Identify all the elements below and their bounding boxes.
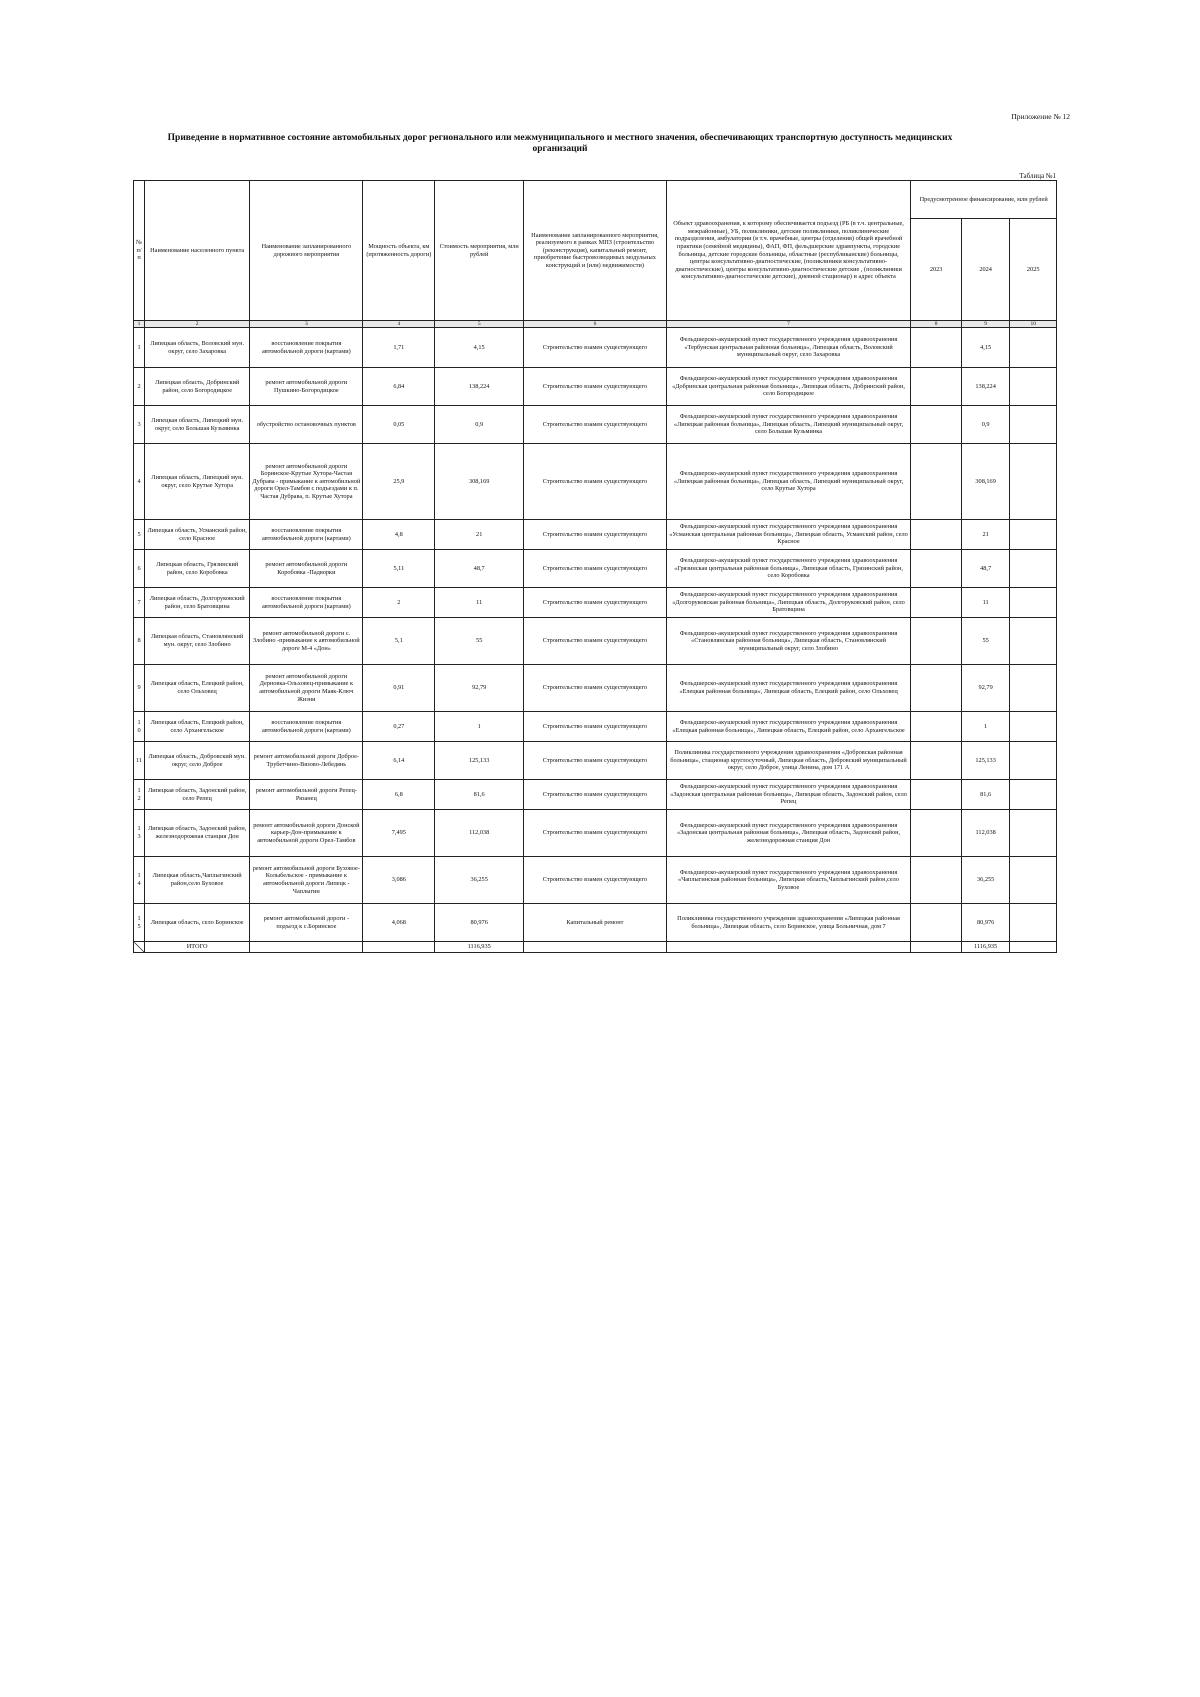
row-measure: ремонт автомобильной дороги Репец-Рязанец	[250, 780, 363, 810]
row-capacity: 5,1	[363, 618, 435, 665]
row-object: Фельдшерско-акушерский пункт государственного учреждения здравоохранения «Задонская центральная районная больница», Липецкая область, Задонский район, железнодорожная станция Дон	[666, 810, 911, 857]
row-2024: 138,224	[961, 368, 1010, 406]
row-object: Фельдшерско-акушерский пункт государственного учреждения здравоохранения «Долгоруковская районная больница», Липецкая область, Долгоруковский район, село Братовщина	[666, 588, 911, 618]
table-row	[134, 588, 1057, 618]
table-row	[134, 742, 1057, 780]
header-capacity: Мощность объекта, км (протяженность дороги)	[363, 181, 435, 321]
row-settlement: Липецкая область,Чаплыгинский район,село Буховое	[145, 857, 250, 904]
row-2025	[1010, 406, 1057, 444]
table-label: Таблица №1	[1019, 172, 1056, 180]
row-2025	[1010, 368, 1057, 406]
header-year-2024: 2024	[961, 219, 1010, 321]
total-label: ИТОГО	[145, 942, 250, 953]
row-capacity: 0,05	[363, 406, 435, 444]
row-cost: 138,224	[435, 368, 524, 406]
row-object: Фельдшерско-акушерский пункт государственного учреждения здравоохранения «Усманская центральная районная больница», Липецкая область, Усманский район, село Красное	[666, 520, 911, 550]
table-row	[134, 444, 1057, 520]
row-settlement: Липецкая область, Усманский район, село Красное	[145, 520, 250, 550]
appendix-label: Приложение № 12	[1011, 112, 1070, 121]
row-capacity: 2	[363, 588, 435, 618]
row-cost: 81,6	[435, 780, 524, 810]
row-object: Фельдшерско-акушерский пункт государственного учреждения здравоохранения «Задонская центральная районная больница», Липецкая область, Задонский район, село Репец	[666, 780, 911, 810]
row-2024: 48,7	[961, 550, 1010, 588]
row-capacity: 6,14	[363, 742, 435, 780]
row-mcz: Строительство взамен существующего	[524, 665, 667, 712]
row-2023	[911, 444, 962, 520]
total-empty-2023	[911, 942, 962, 953]
row-cost: 0,9	[435, 406, 524, 444]
row-mcz: Строительство взамен существующего	[524, 368, 667, 406]
table-row	[134, 328, 1057, 368]
row-object: Фельдшерско-акушерский пункт государственного учреждения здравоохранения «Липецкая районная больница», Липецкая область, Липецкий муниципальный округ, село Крутые Хутора	[666, 444, 911, 520]
row-number: 11	[134, 742, 145, 780]
table-row	[134, 810, 1057, 857]
row-capacity: 4,068	[363, 904, 435, 942]
row-measure: восстановление покрытия автомобильной дороги (картами)	[250, 328, 363, 368]
row-2025	[1010, 520, 1057, 550]
row-number: 15	[134, 904, 145, 942]
row-capacity: 25,9	[363, 444, 435, 520]
row-number: 4	[134, 444, 145, 520]
table-row	[134, 368, 1057, 406]
total-diagonal	[134, 942, 145, 953]
row-2025	[1010, 665, 1057, 712]
row-cost: 55	[435, 618, 524, 665]
row-2023	[911, 904, 962, 942]
row-settlement: Липецкая область, Задонский район, железнодорожная станция Дон	[145, 810, 250, 857]
header-mcz: Наименование запланированного мероприятия, реализуемого в рамках МПЗ (строительство (реконструкция), капитальный ремонт, приобретение быстровозводимых модульных конструкций и (или) недвижимости)	[524, 181, 667, 321]
row-object: Поликлиника государственного учреждения здравоохранения «Добровская районная больница», стационар круглосуточный, Липецкая область, Добровский муниципальный округ, село Доброе, улица Ленина, дом 171 А	[666, 742, 911, 780]
row-settlement: Липецкая область, Добринский район, село Богородицкое	[145, 368, 250, 406]
row-measure: ремонт автомобильной дороги Дерновка-Ольховец-примыкание к автомобильной дороги Маяк-Ключ Жизни	[250, 665, 363, 712]
row-settlement: Липецкая область, Липецкий мун. округ, село Крутые Хутора	[145, 444, 250, 520]
row-settlement: Липецкая область, Долгоруковский район, село Братовщина	[145, 588, 250, 618]
row-2023	[911, 780, 962, 810]
row-2023	[911, 712, 962, 742]
row-2023	[911, 520, 962, 550]
table-row	[134, 406, 1057, 444]
row-2024: 0,9	[961, 406, 1010, 444]
row-2025	[1010, 810, 1057, 857]
row-mcz: Строительство взамен существующего	[524, 742, 667, 780]
header-object: Объект здравоохранения, к которому обеспечивается подъезд (РБ (в т.ч. центральные, межрайонные), УБ, поликлиники, детские поликлиники, поликлинические подразделения, амбулатории (в т.ч. врачебные, центры (отделения) общей врачебной практики (семейной медицины), ФАП, ФП, фельдшерские здравпункты, городские больницы, детские городские больницы, областные (республиканские) больницы, центры консультативно-диагностические, (поликлиники консультативно-диагностические), центры консультативно-диагностические детские , (поликлиники консультативно-диагностические детские), дневной стационар) и адрес объекта	[666, 181, 911, 321]
row-capacity: 6,8	[363, 780, 435, 810]
row-number: 6	[134, 550, 145, 588]
total-row	[134, 942, 1057, 953]
row-mcz: Строительство взамен существующего	[524, 328, 667, 368]
row-object: Фельдшерско-акушерский пункт государственного учреждения здравоохранения «Добринская центральная районная больница», Липецкая область, Добринский район, село Богородицкое	[666, 368, 911, 406]
row-number: 14	[134, 857, 145, 904]
row-number: 2	[134, 368, 145, 406]
row-capacity: 0,27	[363, 712, 435, 742]
row-cost: 308,169	[435, 444, 524, 520]
row-2024: 80,976	[961, 904, 1010, 942]
column-number-cell: 5	[435, 321, 524, 328]
row-object: Фельдшерско-акушерский пункт государственного учреждения здравоохранения «Тербунская центральная районная больница», Липецкая область, Воловский муниципальный округ, село Захаровка	[666, 328, 911, 368]
row-object: Фельдшерско-акушерский пункт государственного учреждения здравоохранения «Липецкая районная больница», Липецкая область, Липецкий муниципальный округ, село Большая Кузьминка	[666, 406, 911, 444]
row-measure: ремонт автомобильной дороги Пушкино-Богородицкое	[250, 368, 363, 406]
row-capacity: 5,11	[363, 550, 435, 588]
row-cost: 4,15	[435, 328, 524, 368]
row-measure: восстановление покрытия автомобильной дороги (картами)	[250, 588, 363, 618]
column-number-cell: 1	[134, 321, 145, 328]
column-numbers-row	[134, 321, 1057, 328]
column-number-cell: 7	[666, 321, 911, 328]
row-measure: восстановление покрытия автомобильной дороги (картами)	[250, 712, 363, 742]
row-settlement: Липецкая область, Липецкий мун. округ, село Большая Кузьминка	[145, 406, 250, 444]
row-cost: 125,133	[435, 742, 524, 780]
row-2023	[911, 857, 962, 904]
row-2024: 308,169	[961, 444, 1010, 520]
row-settlement: Липецкая область, село Боринское	[145, 904, 250, 942]
row-capacity: 7,495	[363, 810, 435, 857]
row-number: 7	[134, 588, 145, 618]
total-cost: 1116,935	[435, 942, 524, 953]
row-2023	[911, 328, 962, 368]
row-object: Фельдшерско-акушерский пункт государственного учреждения здравоохранения «Чаплыгинская районная больница», Липецкая область,Чаплыгинский район,село Буховое	[666, 857, 911, 904]
table-row	[134, 520, 1057, 550]
row-settlement: Липецкая область, Становлянский мун. округ, село Злобино	[145, 618, 250, 665]
row-2025	[1010, 588, 1057, 618]
row-2025	[1010, 550, 1057, 588]
header-settlement: Наименование населенного пункта	[145, 181, 250, 321]
row-2023	[911, 368, 962, 406]
table-row	[134, 780, 1057, 810]
row-2025	[1010, 857, 1057, 904]
row-2024: 112,038	[961, 810, 1010, 857]
row-2023	[911, 550, 962, 588]
header-year-2025: 2025	[1010, 219, 1057, 321]
total-empty-object	[666, 942, 911, 953]
row-measure: ремонт автомобильной дороги - подъезд к с.Боринское	[250, 904, 363, 942]
total-empty-capacity	[363, 942, 435, 953]
row-2024: 36,255	[961, 857, 1010, 904]
row-measure: ремонт автомобильной дороги Коробовка -Падворки	[250, 550, 363, 588]
row-2025	[1010, 328, 1057, 368]
row-mcz: Строительство взамен существующего	[524, 810, 667, 857]
total-empty-mcz	[524, 942, 667, 953]
row-settlement: Липецкая область, Елецкий район, село Архангельское	[145, 712, 250, 742]
row-object: Поликлиника государственного учреждения здравоохранения «Липецкая районная больница», Липецкая область, село Боринское, улица Больничная, дом 7	[666, 904, 911, 942]
row-number: 3	[134, 406, 145, 444]
column-number-cell: 4	[363, 321, 435, 328]
row-mcz: Строительство взамен существующего	[524, 550, 667, 588]
column-number-cell: 3	[250, 321, 363, 328]
row-2025	[1010, 742, 1057, 780]
total-2024: 1116,935	[961, 942, 1010, 953]
header-measure: Наименование запланированного дорожного мероприятия	[250, 181, 363, 321]
row-2025	[1010, 618, 1057, 665]
row-measure: ремонт автомобильной дороги Донской карьер-Дон-примыкание к автомобильной дороги Орел-Тамбов	[250, 810, 363, 857]
row-capacity: 4,8	[363, 520, 435, 550]
table-row	[134, 550, 1057, 588]
column-number-cell: 10	[1010, 321, 1057, 328]
header-financing: Предусмотренное финансирование, млн рублей	[911, 181, 1057, 219]
row-capacity: 3,086	[363, 857, 435, 904]
row-number: 5	[134, 520, 145, 550]
row-measure: ремонт автомобильной дороги Доброе-Трубетчино-Вязово-Лебедянь	[250, 742, 363, 780]
row-settlement: Липецкая область, Задонский район, село Репец	[145, 780, 250, 810]
row-settlement: Липецкая область, Добровский мун. округ, село Доброе	[145, 742, 250, 780]
row-2023	[911, 810, 962, 857]
row-measure: восстановление покрытия автомобильной дороги (картами)	[250, 520, 363, 550]
row-mcz: Строительство взамен существующего	[524, 857, 667, 904]
row-measure: обустройство остановочных пунктов	[250, 406, 363, 444]
row-cost: 80,976	[435, 904, 524, 942]
row-cost: 11	[435, 588, 524, 618]
row-mcz: Капитальный ремонт	[524, 904, 667, 942]
table-row	[134, 665, 1057, 712]
row-2024: 92,79	[961, 665, 1010, 712]
row-mcz: Строительство взамен существующего	[524, 588, 667, 618]
row-2023	[911, 665, 962, 712]
table-row	[134, 857, 1057, 904]
row-number: 13	[134, 810, 145, 857]
row-settlement: Липецкая область, Грязинский район, село Коробовка	[145, 550, 250, 588]
row-capacity: 0,91	[363, 665, 435, 712]
row-object: Фельдшерско-акушерский пункт государственного учреждения здравоохранения «Елецкая районная больница», Липецкая область, Елецкий район, село Ольховец	[666, 665, 911, 712]
row-cost: 112,038	[435, 810, 524, 857]
row-mcz: Строительство взамен существующего	[524, 780, 667, 810]
row-2023	[911, 588, 962, 618]
row-settlement: Липецкая область, Воловский мун. округ, село Захаровка	[145, 328, 250, 368]
column-number-cell: 2	[145, 321, 250, 328]
header-cost: Стоимость мероприятия, млн рублей	[435, 181, 524, 321]
row-capacity: 1,71	[363, 328, 435, 368]
roads-table	[133, 180, 1057, 953]
row-number: 8	[134, 618, 145, 665]
table-row	[134, 904, 1057, 942]
column-number-cell: 9	[961, 321, 1010, 328]
row-cost: 92,79	[435, 665, 524, 712]
row-mcz: Строительство взамен существующего	[524, 406, 667, 444]
row-2025	[1010, 780, 1057, 810]
header-year-2023: 2023	[911, 219, 962, 321]
row-mcz: Строительство взамен существующего	[524, 520, 667, 550]
row-2024: 11	[961, 588, 1010, 618]
row-2023	[911, 618, 962, 665]
table-row	[134, 712, 1057, 742]
row-object: Фельдшерско-акушерский пункт государственного учреждения здравоохранения «Грязинская центральная районная больница», Липецкая область, Грязинский район, село Коробовка	[666, 550, 911, 588]
row-object: Фельдшерско-акушерский пункт государственного учреждения здравоохранения «Становлянская районная больница», Липецкая область, Становлянский муниципальный округ, село Злобино	[666, 618, 911, 665]
row-number: 1	[134, 328, 145, 368]
row-2025	[1010, 904, 1057, 942]
row-2024: 1	[961, 712, 1010, 742]
row-2024: 55	[961, 618, 1010, 665]
row-measure: ремонт автомобильной дороги Боринское-Крутые Хутора-Частая Дубрава - примыкание к автомобильной дороги Орел-Тамбов с подъездами к п. Частая Дубрава, п. Крутые Хутора	[250, 444, 363, 520]
header-num: № п/п	[134, 181, 145, 321]
total-empty-2025	[1010, 942, 1057, 953]
row-2025	[1010, 444, 1057, 520]
column-number-cell: 6	[524, 321, 667, 328]
document-title: Приведение в нормативное состояние автомобильных дорог регионального или межмуниципального и местного значения, обеспечивающих транспортную доступность медицинских организаций	[167, 133, 953, 154]
column-number-cell: 8	[911, 321, 962, 328]
row-object: Фельдшерско-акушерский пункт государственного учреждения здравоохранения «Елецкая районная больница», Липецкая область, Елецкий район, село Архангельское	[666, 712, 911, 742]
row-2023	[911, 406, 962, 444]
row-number: 10	[134, 712, 145, 742]
row-2023	[911, 742, 962, 780]
row-cost: 36,255	[435, 857, 524, 904]
row-2024: 4,15	[961, 328, 1010, 368]
row-mcz: Строительство взамен существующего	[524, 444, 667, 520]
table-body	[134, 328, 1057, 942]
row-number: 9	[134, 665, 145, 712]
row-2025	[1010, 712, 1057, 742]
row-2024: 125,133	[961, 742, 1010, 780]
row-number: 12	[134, 780, 145, 810]
row-mcz: Строительство взамен существующего	[524, 618, 667, 665]
table-row	[134, 618, 1057, 665]
row-2024: 81,6	[961, 780, 1010, 810]
row-measure: ремонт автомобильной дороги Буховое-Колыбельское - примыкание к автомобильной дороги Липецк - Чаплыгин	[250, 857, 363, 904]
row-cost: 48,7	[435, 550, 524, 588]
row-cost: 1	[435, 712, 524, 742]
row-mcz: Строительство взамен существующего	[524, 712, 667, 742]
row-cost: 21	[435, 520, 524, 550]
total-empty-measure	[250, 942, 363, 953]
row-settlement: Липецкая область, Елецкий район, село Ольховец	[145, 665, 250, 712]
row-2024: 21	[961, 520, 1010, 550]
row-capacity: 6,84	[363, 368, 435, 406]
row-measure: ремонт автомобильной дороги с. Злобино -примыкание к автомобильной дороге М-4 «Дон»	[250, 618, 363, 665]
